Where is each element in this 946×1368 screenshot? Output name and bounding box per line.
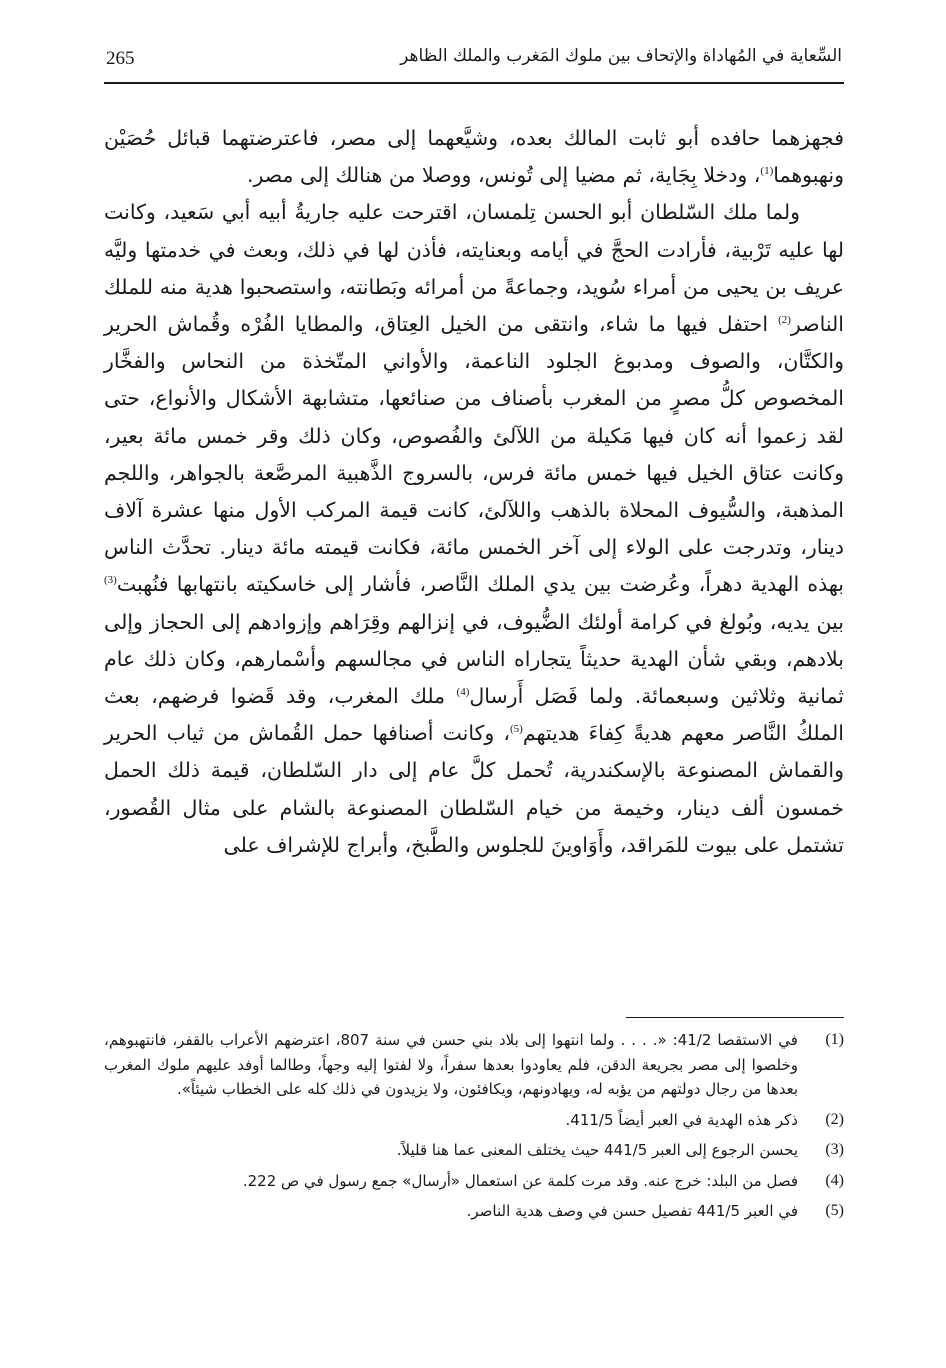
footnote-text: فصل من البلد: خرج عنه. وقد مرت كلمة عن استعمال «أرسال» جمع رسول في ص 222. bbox=[242, 1171, 798, 1190]
footnote-4 bbox=[104, 1169, 844, 1194]
footnote-number: (3) bbox=[825, 1141, 844, 1158]
footnote-number: (4) bbox=[825, 1171, 844, 1189]
paragraph-1-tail: ، ودخلا بِجَاية، ثم مضيا إلى تُونس، ووصلا من هنالك إلى مصر. bbox=[246, 163, 761, 188]
footnote-text: في العبر 441/5 تفصيل حسن في وصف هدية الناصر. bbox=[466, 1202, 798, 1220]
footnote-number: (2) bbox=[825, 1110, 844, 1128]
page-header bbox=[104, 38, 844, 84]
paragraph-2-text-b: احتفل فيها ما شاء، وانتقى من الخيل العِتاق، والمطايا الفُرْه وقُماش الحرير والكتَّان، والصوف ومدبوغ الجلود الناعمة، والأواني المتّخذة من النحاس والفخَّار المخصوص كلُّ مصرٍ من المغرب بأصناف من صنائعها، متشابهة الأشكال والأنواع، حتى لقد زعموا أنه كان فيها مَكيلة من اللآلئ والفُصوص، وكان ذلك وقر خمس مائة بعير، وكانت عتاق الخيل فيها خمس مائة فرس، بالسروج الذَّهبية المرصَّعة بالجواهر، واللجم المذهبة، والسُّيوف المحلاة بالذهب واللآلئ، كانت قيمة المركب الأول منها عشرة آلاف دينار، وتدرجت على الولاء إلى آخر الخمس مائة، فكانت قيمته مائة دينار. تحدَّث الناس بهذه الهدية دهراً، وعُرضت بين يدي الملك النَّاصر، فأشار إلى خاسكيته بانتهابها فنُهبت bbox=[104, 312, 844, 597]
paragraph-2-text-e: ، وكانت أصنافها حمل القُماش من ثياب الحرير والقماش المصنوعة بالإسكندرية، تُحمل كلَّ عام إلى دار السّلطان، قيمة ذلك الحمل خمسون ألف دينار، وخيمة من خيام السّلطان المصنوعة بالشام على مثال القُصور، تشتمل على بيوت للمَراقد، وأَوَاوينَ للجلوس والطَّبخ، وأبراج للإشراف على bbox=[104, 721, 844, 857]
footnote-ref-3: (3) bbox=[104, 574, 117, 587]
footnote-3 bbox=[104, 1138, 844, 1163]
footnote-number: (1) bbox=[825, 1031, 844, 1048]
footnote-ref-1: (1) bbox=[760, 165, 774, 178]
footnote-1 bbox=[104, 1028, 844, 1102]
paragraph-2-text-d: ملك المغرب، وقد قَضوا فرضهم، بعث الملكُ النَّاصر معهم هديةً كِفاءَ هديتهم bbox=[104, 684, 844, 746]
footnote-2 bbox=[104, 1108, 844, 1133]
page-number: 265 bbox=[106, 48, 135, 69]
footnote-text: ذكر هذه الهدية في العبر أيضاً 411/5. bbox=[565, 1110, 798, 1129]
footnote-5 bbox=[104, 1199, 844, 1224]
main-text bbox=[104, 120, 844, 864]
paragraph-2-text-c: بين يديه، وبُولغ في كرامة أولئك الضُّيوف، في إنزالهم وقِرَاهم وإزوادهم إلى الحجاز وإلى بلادهم، وبقي شأن الهدية حديثاً يتجاراه الناس في مجالسهم وأسْمارهم، وكان ذلك عام ثمانية وثلاثين وسبعمائة. ولما فَصَل أَرسال bbox=[104, 609, 844, 709]
running-title: السِّعاية في المُهاداة والإتحاف بين ملوك المَغرب والملك الظاهر bbox=[400, 46, 842, 66]
paragraph-2 bbox=[104, 194, 844, 864]
footnote-text: يحسن الرجوع إلى العبر 441/5 حيث يختلف المعنى عما هنا قليلاً. bbox=[396, 1141, 798, 1159]
footnote-separator bbox=[626, 1017, 844, 1018]
paragraph-2-text-a: ولما ملك السّلطان أبو الحسن تِلمسان، اقترحت عليه جاريةُ أبيه أبي سَعيد، وكانت لها عليه تَرْبية، فأرادت الحجَّ في أيامه وبعنايته، فأذن لها في ذلك، وبعث في خدمتها وليَّه عريف بن يحيى من أمراء سُويد، وجماعةً من أمرائه وبَطانته، واستصحبوا هدية منه للملك الناصر bbox=[104, 200, 844, 337]
footnote-number: (5) bbox=[825, 1202, 844, 1219]
footnote-ref-4: (4) bbox=[456, 686, 470, 699]
footnotes bbox=[104, 1028, 844, 1224]
paragraph-1-text: فجهزهما حافده أبو ثابت المالك بعده، وشيَّعهما إلى مصر، فاعترضتهما قبائل حُصَيْن ونهبوهما bbox=[104, 126, 844, 188]
paragraph-1 bbox=[104, 120, 844, 194]
footnote-ref-5: (5) bbox=[509, 723, 523, 736]
footnote-ref-2: (2) bbox=[778, 314, 791, 327]
footnote-text: في الاستقصا 41/2: «. . . . ولما انتهوا إلى بلاد بني حسن في سنة 807، اعترضهم الأعراب بالقفر، فانتهبوهم، وخلصوا إلى مصر بجريعة الدقن، فلم يعاودوا بعدها سفراً، ولا لفتوا إليه وجهاً، وطالما أوفد عليهم ملوك المغرب بعدها من رجال دولتهم من يؤبه له، ويهادونهم، ويكافئون، ولا يزيدون في ذلك كله على الخطاب شيئاً». bbox=[104, 1031, 798, 1098]
